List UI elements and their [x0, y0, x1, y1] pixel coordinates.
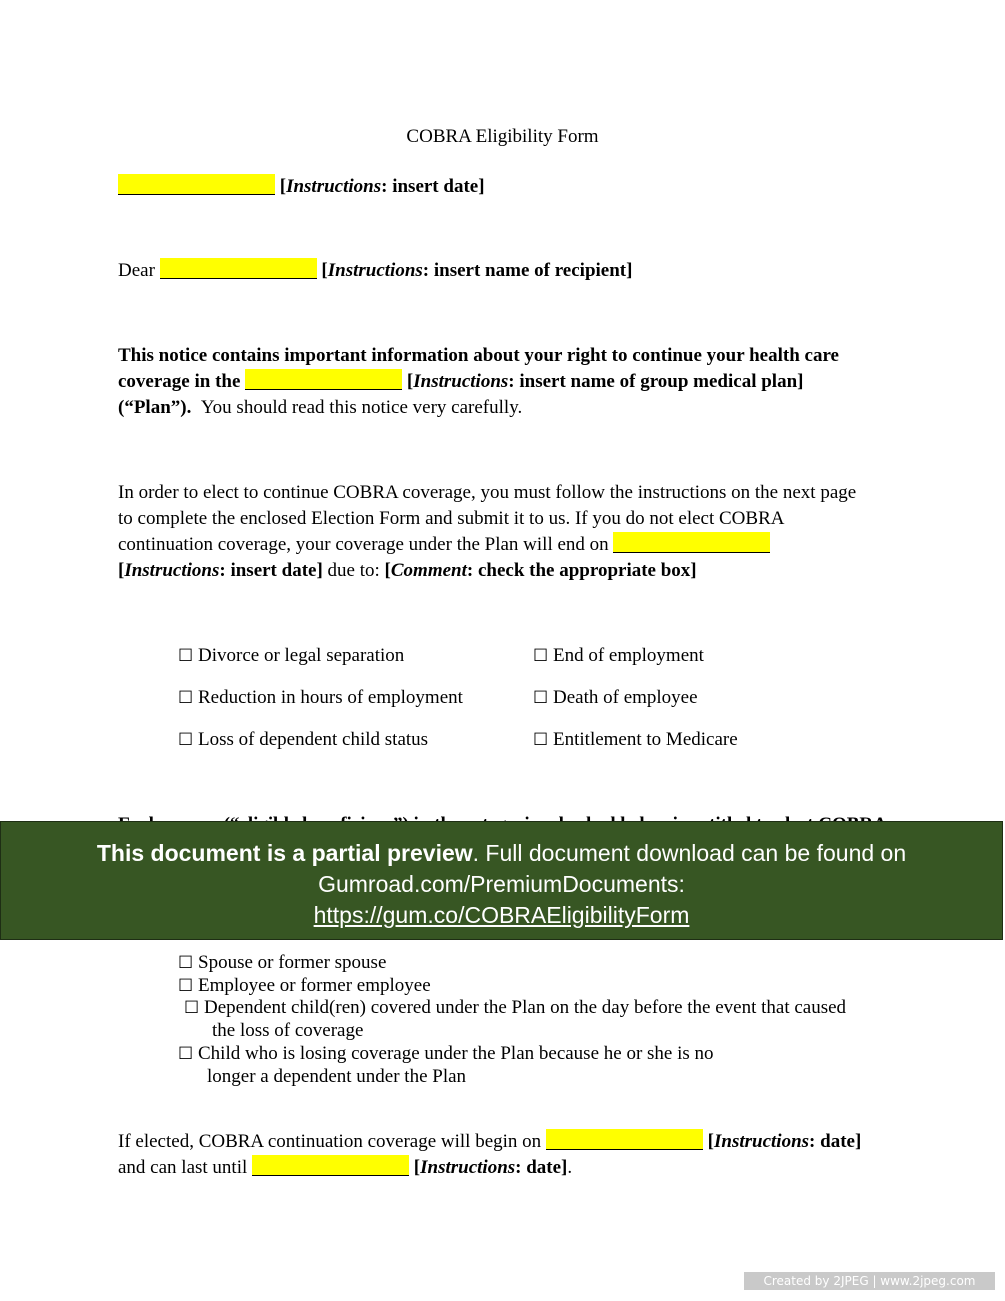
beneficiary-checkbox-spouse[interactable]: ☐ Spouse or former spouse: [178, 952, 387, 973]
banner-download-link[interactable]: https://gum.co/COBRAEligibilityForm: [313, 902, 690, 928]
checkbox-icon: ☐: [178, 688, 194, 708]
banner-strong-text: This document is a partial preview: [96, 840, 473, 866]
begin-date-blank-field[interactable]: [546, 1129, 703, 1150]
dear-text: Dear: [118, 260, 155, 281]
beneficiary-dependent-continuation: the loss of coverage: [212, 1020, 364, 1041]
notice-line-1: This notice contains important information about your right to continue your health care: [118, 345, 839, 366]
event-checkbox-death[interactable]: ☐ Death of employee: [533, 687, 698, 708]
coverage-line-2: and can last until [Instructions: date].: [118, 1157, 573, 1178]
preview-banner: [0, 821, 1003, 940]
event-checkbox-end-employment[interactable]: ☐ End of employment: [533, 645, 704, 666]
instruction-label: Instructions: [286, 176, 382, 197]
last-date-blank-field[interactable]: [252, 1155, 409, 1176]
beneficiary-checkbox-child[interactable]: ☐ Child who is losing coverage under the Plan because he or she is no: [178, 1043, 714, 1064]
beneficiary-checkbox-dependent[interactable]: ☐ Dependent child(ren) covered under the Plan on the day before the event that caused: [184, 997, 847, 1018]
election-line-2: to complete the enclosed Election Form and submit it to us. If you do not elect COBRA: [118, 508, 785, 529]
election-line-1: In order to elect to continue COBRA coverage, you must follow the instructions on the next page: [118, 482, 857, 503]
end-date-blank-field[interactable]: [613, 532, 770, 553]
checkbox-icon: ☐: [533, 646, 549, 666]
notice-line-3: (“Plan”). You should read this notice very carefully.: [118, 397, 523, 418]
checkbox-icon: ☐: [533, 730, 549, 750]
date-line: [Instructions: insert date]: [118, 174, 485, 200]
election-line-4: [Instructions: insert date] due to: [Comment: check the appropriate box]: [118, 560, 697, 581]
plan-name-blank-field[interactable]: [245, 369, 402, 390]
salutation-line: Dear [Instructions: insert name of recipient]: [118, 260, 633, 281]
recipient-blank-field[interactable]: [160, 258, 317, 279]
date-blank-field[interactable]: [118, 174, 275, 195]
banner-text: . Full document download can be found on: [472, 840, 907, 866]
banner-line-2: Gumroad.com/PremiumDocuments:: [318, 871, 685, 897]
watermark: Created by 2JPEG | www.2jpeg.com: [744, 1272, 995, 1290]
checkbox-icon: ☐: [533, 688, 549, 708]
event-checkbox-medicare[interactable]: ☐ Entitlement to Medicare: [533, 729, 738, 750]
checkbox-icon: ☐: [178, 646, 194, 666]
notice-line-2: coverage in the [Instructions: insert name of group medical plan]: [118, 371, 804, 392]
page-title: COBRA Eligibility Form: [406, 126, 599, 147]
checkbox-icon: ☐: [178, 1044, 194, 1064]
checkbox-icon: ☐: [184, 998, 200, 1018]
event-checkbox-reduction-hours[interactable]: ☐ Reduction in hours of employment: [178, 687, 463, 708]
coverage-line-1: If elected, COBRA continuation coverage will begin on [Instructions: date]: [118, 1131, 862, 1152]
beneficiary-child-continuation: longer a dependent under the Plan: [207, 1066, 467, 1087]
event-checkbox-divorce[interactable]: ☐ Divorce or legal separation: [178, 645, 405, 666]
checkbox-icon: ☐: [178, 976, 194, 996]
event-checkbox-loss-dependent[interactable]: ☐ Loss of dependent child status: [178, 729, 429, 750]
checkbox-icon: ☐: [178, 953, 194, 973]
election-line-3: continuation coverage, your coverage under the Plan will end on: [118, 532, 770, 558]
beneficiary-checkbox-employee[interactable]: ☐ Employee or former employee: [178, 975, 431, 996]
checkbox-icon: ☐: [178, 730, 194, 750]
